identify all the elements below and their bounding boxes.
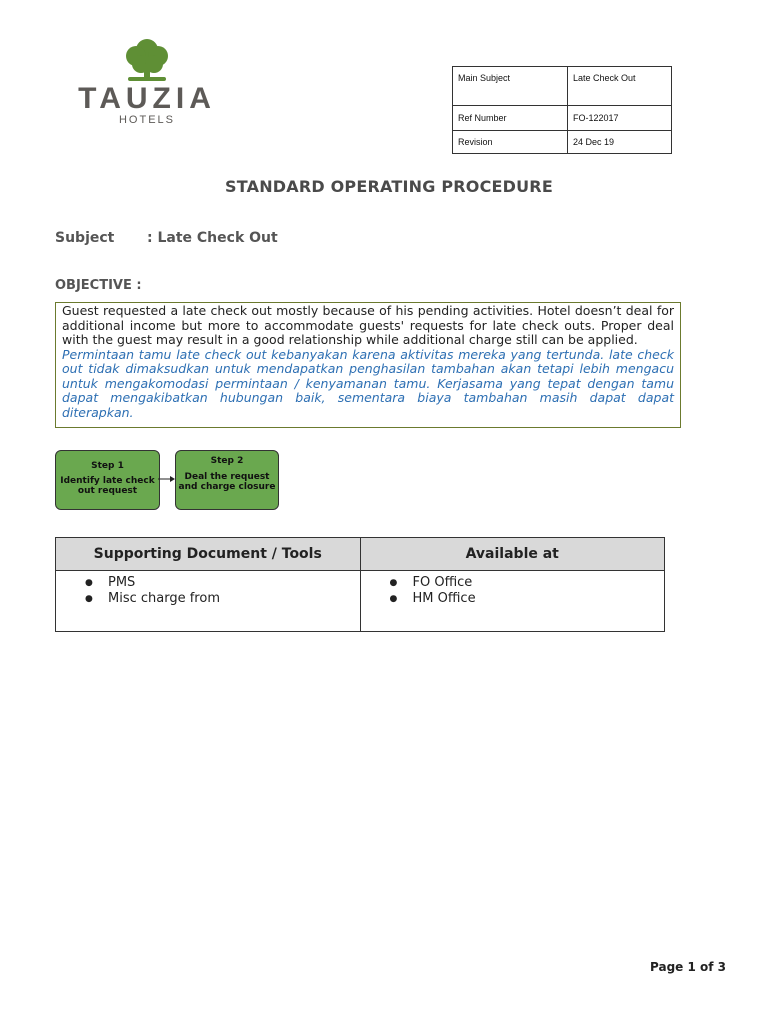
objective-box (55, 302, 681, 428)
step-text: Deal the request and charge closure (178, 472, 276, 492)
info-label: Ref Number (453, 106, 568, 131)
column-header: Available at (360, 538, 665, 571)
objective-english: Guest requested a late check out mostly because of his pending activities. Hotel doesn’t deal for additional income but more to accommodate guests' requests for late check outs. Proper deal with the guest may result in a good relationship while additional charge still can be applied. (62, 303, 674, 347)
list-item: ● HM Office (413, 591, 665, 607)
documents-cell (56, 571, 361, 632)
objective-indonesian: Permintaan tamu late check out kebanyakan karena aktivitas mereka yang tertunda. late check out tidak dimaksudkan untuk mendapatkan penghasilan tambahan akan tetapi lebih mengacu untuk mengakomodasi permintaan / kenyamanan tamu. Kerjasama yang tepat dengan tamu dapat mengakibatkan hubungan baik, sementara biaya tambahan masih dapat dapat diterapkan. (62, 346, 674, 420)
tauzia-logo (62, 38, 232, 130)
info-label: Main Subject (453, 67, 568, 106)
page-number: Page 1 of 3 (650, 960, 726, 974)
info-value: 24 Dec 19 (568, 131, 672, 154)
column-header: Supporting Document / Tools (56, 538, 361, 571)
list-item: ● PMS (108, 575, 360, 591)
info-value: Late Check Out (568, 67, 672, 106)
objective-heading: OBJECTIVE : (55, 278, 142, 293)
tree-icon (124, 38, 170, 82)
page-title: STANDARD OPERATING PROCEDURE (225, 177, 553, 196)
subject-label: Subject (55, 230, 115, 246)
brand-subtitle: HOTELS (118, 114, 175, 126)
step-1-box (55, 450, 160, 510)
arrow-right-icon (158, 475, 176, 483)
info-value: FO-122017 (568, 106, 672, 131)
info-row-ref-number (453, 106, 672, 131)
step-heading: Step 2 (210, 456, 244, 466)
step-2-box (175, 450, 279, 510)
subject-value: : Late Check Out (147, 230, 278, 246)
step-heading: Step 1 (91, 461, 124, 471)
list-item: ● Misc charge from (108, 591, 360, 607)
brand-name: TAUZIA (78, 82, 216, 115)
info-label: Revision (453, 131, 568, 154)
info-row-main-subject (453, 67, 672, 106)
list-item: ● FO Office (413, 575, 665, 591)
supporting-tools-table (55, 537, 665, 632)
step-text: Identify late check out request (60, 476, 155, 496)
documents-list (56, 575, 360, 607)
document-info-table (452, 66, 672, 154)
locations-cell (360, 571, 665, 632)
info-row-revision (453, 131, 672, 154)
table-header-row (56, 538, 665, 571)
table-row (56, 571, 665, 632)
locations-list (361, 575, 665, 607)
